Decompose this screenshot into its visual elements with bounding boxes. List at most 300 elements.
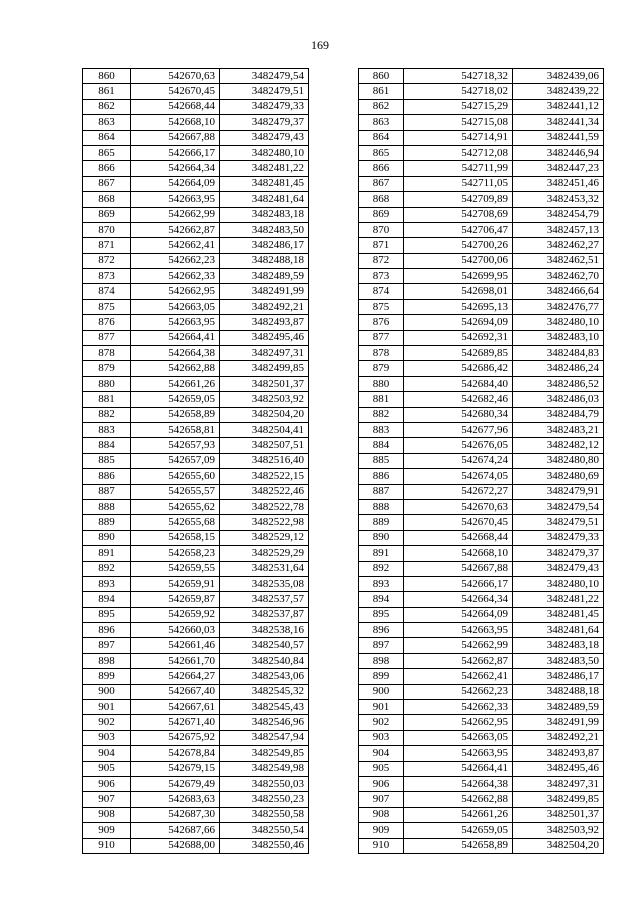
x-coordinate-cell: 542660,03	[131, 623, 220, 638]
table-row	[83, 376, 309, 391]
y-coordinate-cell: 3482482,12	[513, 438, 604, 453]
x-coordinate-cell: 542662,41	[131, 238, 220, 253]
y-coordinate-cell: 3482531,64	[220, 561, 309, 576]
point-number-cell: 904	[83, 746, 131, 761]
table-row	[359, 669, 604, 684]
x-coordinate-cell: 542714,91	[404, 130, 513, 145]
y-coordinate-cell: 3482522,15	[220, 469, 309, 484]
y-coordinate-cell: 3482522,46	[220, 484, 309, 499]
x-coordinate-cell: 542668,10	[131, 115, 220, 130]
point-number-cell: 870	[359, 222, 404, 237]
point-number-cell: 905	[359, 761, 404, 776]
table-row	[83, 700, 309, 715]
table-row	[83, 346, 309, 361]
x-coordinate-cell: 542670,45	[404, 515, 513, 530]
x-coordinate-cell: 542667,88	[404, 561, 513, 576]
y-coordinate-cell: 3482507,51	[220, 438, 309, 453]
y-coordinate-cell: 3482484,79	[513, 407, 604, 422]
y-coordinate-cell: 3482547,94	[220, 730, 309, 745]
point-number-cell: 878	[359, 346, 404, 361]
x-coordinate-cell: 542664,41	[404, 761, 513, 776]
point-number-cell: 867	[359, 176, 404, 191]
table-row	[359, 792, 604, 807]
x-coordinate-cell: 542667,40	[131, 684, 220, 699]
y-coordinate-cell: 3482489,59	[513, 700, 604, 715]
point-number-cell: 872	[83, 253, 131, 268]
y-coordinate-cell: 3482447,23	[513, 161, 604, 176]
table-row	[83, 422, 309, 437]
point-number-cell: 909	[83, 823, 131, 838]
point-number-cell: 862	[359, 99, 404, 114]
x-coordinate-cell: 542663,05	[404, 730, 513, 745]
x-coordinate-cell: 542661,70	[131, 653, 220, 668]
x-coordinate-cell: 542677,96	[404, 422, 513, 437]
x-coordinate-cell: 542659,87	[131, 592, 220, 607]
y-coordinate-cell: 3482549,98	[220, 761, 309, 776]
y-coordinate-cell: 3482483,18	[220, 207, 309, 222]
x-coordinate-cell: 542670,63	[404, 499, 513, 514]
table-row	[83, 84, 309, 99]
table-row	[359, 530, 604, 545]
point-number-cell: 902	[83, 715, 131, 730]
point-number-cell: 898	[83, 653, 131, 668]
point-number-cell: 896	[83, 623, 131, 638]
table-row	[83, 299, 309, 314]
table-row	[83, 823, 309, 838]
table-row	[83, 499, 309, 514]
table-row	[359, 438, 604, 453]
x-coordinate-cell: 542662,88	[404, 792, 513, 807]
x-coordinate-cell: 542666,17	[404, 576, 513, 591]
point-number-cell: 884	[83, 438, 131, 453]
point-number-cell: 895	[83, 607, 131, 622]
point-number-cell: 907	[359, 792, 404, 807]
table-row	[359, 392, 604, 407]
table-row	[359, 607, 604, 622]
point-number-cell: 873	[83, 269, 131, 284]
point-number-cell: 880	[359, 376, 404, 391]
table-row	[359, 207, 604, 222]
table-row	[359, 684, 604, 699]
x-coordinate-cell: 542658,81	[131, 422, 220, 437]
y-coordinate-cell: 3482492,21	[220, 299, 309, 314]
table-row	[359, 469, 604, 484]
y-coordinate-cell: 3482549,85	[220, 746, 309, 761]
point-number-cell: 891	[359, 546, 404, 561]
table-row	[359, 330, 604, 345]
y-coordinate-cell: 3482501,37	[513, 807, 604, 822]
y-coordinate-cell: 3482491,99	[513, 715, 604, 730]
point-number-cell: 883	[83, 422, 131, 437]
point-number-cell: 868	[83, 192, 131, 207]
y-coordinate-cell: 3482550,23	[220, 792, 309, 807]
y-coordinate-cell: 3482481,45	[220, 176, 309, 191]
y-coordinate-cell: 3482483,21	[513, 422, 604, 437]
x-coordinate-cell: 542657,93	[131, 438, 220, 453]
y-coordinate-cell: 3482466,64	[513, 284, 604, 299]
table-row	[83, 484, 309, 499]
y-coordinate-cell: 3482454,79	[513, 207, 604, 222]
x-coordinate-cell: 542706,47	[404, 222, 513, 237]
y-coordinate-cell: 3482504,20	[220, 407, 309, 422]
x-coordinate-cell: 542687,66	[131, 823, 220, 838]
y-coordinate-cell: 3482486,24	[513, 361, 604, 376]
table-row	[359, 422, 604, 437]
x-coordinate-cell: 542662,41	[404, 669, 513, 684]
y-coordinate-cell: 3482503,92	[220, 392, 309, 407]
table-row	[359, 284, 604, 299]
table-row	[83, 192, 309, 207]
table-row	[83, 238, 309, 253]
table-row	[83, 145, 309, 160]
table-row	[83, 807, 309, 822]
point-number-cell: 910	[359, 838, 404, 853]
x-coordinate-cell: 542718,32	[404, 69, 513, 84]
point-number-cell: 890	[83, 530, 131, 545]
x-coordinate-cell: 542667,61	[131, 700, 220, 715]
point-number-cell: 893	[359, 576, 404, 591]
y-coordinate-cell: 3482492,21	[513, 730, 604, 745]
y-coordinate-cell: 3482483,10	[513, 330, 604, 345]
y-coordinate-cell: 3482453,32	[513, 192, 604, 207]
point-number-cell: 908	[359, 807, 404, 822]
table-row	[83, 176, 309, 191]
x-coordinate-cell: 542675,92	[131, 730, 220, 745]
y-coordinate-cell: 3482486,17	[220, 238, 309, 253]
y-coordinate-cell: 3482522,98	[220, 515, 309, 530]
x-coordinate-cell: 542664,38	[131, 346, 220, 361]
y-coordinate-cell: 3482441,34	[513, 115, 604, 130]
y-coordinate-cell: 3482462,51	[513, 253, 604, 268]
x-coordinate-cell: 542655,68	[131, 515, 220, 530]
point-number-cell: 889	[83, 515, 131, 530]
table-row	[359, 346, 604, 361]
point-number-cell: 892	[83, 561, 131, 576]
y-coordinate-cell: 3482495,46	[513, 761, 604, 776]
point-number-cell: 900	[359, 684, 404, 699]
y-coordinate-cell: 3482538,16	[220, 623, 309, 638]
x-coordinate-cell: 542657,09	[131, 453, 220, 468]
table-row	[359, 576, 604, 591]
x-coordinate-cell: 542668,44	[131, 99, 220, 114]
x-coordinate-cell: 542658,89	[404, 838, 513, 853]
x-coordinate-cell: 542655,60	[131, 469, 220, 484]
x-coordinate-cell: 542668,10	[404, 546, 513, 561]
point-number-cell: 862	[83, 99, 131, 114]
y-coordinate-cell: 3482480,10	[220, 145, 309, 160]
y-coordinate-cell: 3482441,12	[513, 99, 604, 114]
x-coordinate-cell: 542659,05	[404, 823, 513, 838]
y-coordinate-cell: 3482522,78	[220, 499, 309, 514]
y-coordinate-cell: 3482479,54	[220, 69, 309, 84]
table-row	[83, 546, 309, 561]
y-coordinate-cell: 3482493,87	[513, 746, 604, 761]
point-number-cell: 899	[359, 669, 404, 684]
table-row	[359, 69, 604, 84]
table-row	[83, 130, 309, 145]
point-number-cell: 898	[359, 653, 404, 668]
y-coordinate-cell: 3482488,18	[513, 684, 604, 699]
table-row	[359, 115, 604, 130]
x-coordinate-cell: 542655,57	[131, 484, 220, 499]
x-coordinate-cell: 542700,06	[404, 253, 513, 268]
table-row	[359, 700, 604, 715]
x-coordinate-cell: 542662,95	[404, 715, 513, 730]
point-number-cell: 895	[359, 607, 404, 622]
point-number-cell: 863	[83, 115, 131, 130]
point-number-cell: 864	[83, 130, 131, 145]
point-number-cell: 894	[83, 592, 131, 607]
point-number-cell: 884	[359, 438, 404, 453]
x-coordinate-cell: 542682,46	[404, 392, 513, 407]
point-number-cell: 897	[83, 638, 131, 653]
y-coordinate-cell: 3482479,33	[220, 99, 309, 114]
point-number-cell: 864	[359, 130, 404, 145]
y-coordinate-cell: 3482479,43	[513, 561, 604, 576]
y-coordinate-cell: 3482537,57	[220, 592, 309, 607]
table-row	[359, 84, 604, 99]
point-number-cell: 865	[359, 145, 404, 160]
x-coordinate-cell: 542664,34	[131, 161, 220, 176]
point-number-cell: 861	[83, 84, 131, 99]
x-coordinate-cell: 542676,05	[404, 438, 513, 453]
point-number-cell: 887	[83, 484, 131, 499]
table-row	[359, 823, 604, 838]
point-number-cell: 886	[359, 469, 404, 484]
x-coordinate-cell: 542715,29	[404, 99, 513, 114]
point-number-cell: 885	[83, 453, 131, 468]
table-row	[359, 407, 604, 422]
y-coordinate-cell: 3482479,37	[220, 115, 309, 130]
y-coordinate-cell: 3482451,46	[513, 176, 604, 191]
table-row	[83, 730, 309, 745]
y-coordinate-cell: 3482480,80	[513, 453, 604, 468]
point-number-cell: 888	[83, 499, 131, 514]
x-coordinate-cell: 542667,88	[131, 130, 220, 145]
y-coordinate-cell: 3482479,91	[513, 484, 604, 499]
point-number-cell: 881	[83, 392, 131, 407]
point-number-cell: 899	[83, 669, 131, 684]
table-row	[83, 469, 309, 484]
y-coordinate-cell: 3482479,37	[513, 546, 604, 561]
y-coordinate-cell: 3482493,87	[220, 315, 309, 330]
x-coordinate-cell: 542679,15	[131, 761, 220, 776]
x-coordinate-cell: 542662,99	[404, 638, 513, 653]
y-coordinate-cell: 3482516,40	[220, 453, 309, 468]
point-number-cell: 879	[359, 361, 404, 376]
x-coordinate-cell: 542664,41	[131, 330, 220, 345]
x-coordinate-cell: 542664,27	[131, 669, 220, 684]
table-row	[359, 761, 604, 776]
y-coordinate-cell: 3482488,18	[220, 253, 309, 268]
x-coordinate-cell: 542670,63	[131, 69, 220, 84]
y-coordinate-cell: 3482441,59	[513, 130, 604, 145]
point-number-cell: 904	[359, 746, 404, 761]
x-coordinate-cell: 542664,38	[404, 776, 513, 791]
table-row	[83, 530, 309, 545]
y-coordinate-cell: 3482479,51	[513, 515, 604, 530]
point-number-cell: 869	[83, 207, 131, 222]
y-coordinate-cell: 3482486,03	[513, 392, 604, 407]
x-coordinate-cell: 542662,23	[404, 684, 513, 699]
x-coordinate-cell: 542662,23	[131, 253, 220, 268]
table-row	[83, 361, 309, 376]
point-number-cell: 910	[83, 838, 131, 853]
point-number-cell: 877	[83, 330, 131, 345]
y-coordinate-cell: 3482446,94	[513, 145, 604, 160]
y-coordinate-cell: 3482503,92	[513, 823, 604, 838]
table-row	[83, 330, 309, 345]
x-coordinate-cell: 542658,15	[131, 530, 220, 545]
table-row	[83, 515, 309, 530]
coordinates-table-left	[82, 68, 309, 854]
x-coordinate-cell: 542659,55	[131, 561, 220, 576]
y-coordinate-cell: 3482537,87	[220, 607, 309, 622]
point-number-cell: 877	[359, 330, 404, 345]
y-coordinate-cell: 3482484,83	[513, 346, 604, 361]
y-coordinate-cell: 3482483,50	[513, 653, 604, 668]
point-number-cell: 868	[359, 192, 404, 207]
x-coordinate-cell: 542698,01	[404, 284, 513, 299]
y-coordinate-cell: 3482529,12	[220, 530, 309, 545]
y-coordinate-cell: 3482504,20	[513, 838, 604, 853]
x-coordinate-cell: 542659,91	[131, 576, 220, 591]
table-row	[83, 715, 309, 730]
y-coordinate-cell: 3482550,58	[220, 807, 309, 822]
x-coordinate-cell: 542663,95	[404, 746, 513, 761]
point-number-cell: 901	[359, 700, 404, 715]
x-coordinate-cell: 542684,40	[404, 376, 513, 391]
y-coordinate-cell: 3482480,69	[513, 469, 604, 484]
table-row	[359, 130, 604, 145]
table-row	[83, 669, 309, 684]
y-coordinate-cell: 3482550,46	[220, 838, 309, 853]
x-coordinate-cell: 542688,00	[131, 838, 220, 853]
table-row	[83, 161, 309, 176]
point-number-cell: 906	[359, 776, 404, 791]
table-row	[359, 376, 604, 391]
point-number-cell: 882	[83, 407, 131, 422]
x-coordinate-cell: 542664,34	[404, 592, 513, 607]
y-coordinate-cell: 3482504,41	[220, 422, 309, 437]
y-coordinate-cell: 3482550,54	[220, 823, 309, 838]
y-coordinate-cell: 3482439,22	[513, 84, 604, 99]
y-coordinate-cell: 3482462,27	[513, 238, 604, 253]
point-number-cell: 888	[359, 499, 404, 514]
table-row	[83, 561, 309, 576]
y-coordinate-cell: 3482486,17	[513, 669, 604, 684]
point-number-cell: 906	[83, 776, 131, 791]
y-coordinate-cell: 3482479,43	[220, 130, 309, 145]
y-coordinate-cell: 3482480,10	[513, 576, 604, 591]
table-row	[359, 192, 604, 207]
x-coordinate-cell: 542679,49	[131, 776, 220, 791]
point-number-cell: 901	[83, 700, 131, 715]
table-row	[83, 792, 309, 807]
point-number-cell: 890	[359, 530, 404, 545]
table-row	[359, 453, 604, 468]
x-coordinate-cell: 542661,26	[404, 807, 513, 822]
y-coordinate-cell: 3482550,03	[220, 776, 309, 791]
table-row	[359, 653, 604, 668]
table-row	[359, 776, 604, 791]
y-coordinate-cell: 3482481,64	[513, 623, 604, 638]
y-coordinate-cell: 3482486,52	[513, 376, 604, 391]
point-number-cell: 905	[83, 761, 131, 776]
y-coordinate-cell: 3482497,31	[220, 346, 309, 361]
table-row	[359, 746, 604, 761]
x-coordinate-cell: 542695,13	[404, 299, 513, 314]
y-coordinate-cell: 3482489,59	[220, 269, 309, 284]
point-number-cell: 860	[359, 69, 404, 84]
table-row	[359, 253, 604, 268]
y-coordinate-cell: 3482439,06	[513, 69, 604, 84]
x-coordinate-cell: 542672,27	[404, 484, 513, 499]
point-number-cell: 891	[83, 546, 131, 561]
x-coordinate-cell: 542700,26	[404, 238, 513, 253]
table-row	[359, 484, 604, 499]
x-coordinate-cell: 542715,08	[404, 115, 513, 130]
point-number-cell: 887	[359, 484, 404, 499]
table-row	[359, 623, 604, 638]
table-row	[83, 207, 309, 222]
point-number-cell: 879	[83, 361, 131, 376]
y-coordinate-cell: 3482481,22	[220, 161, 309, 176]
table-row	[83, 222, 309, 237]
x-coordinate-cell: 542662,87	[404, 653, 513, 668]
table-row	[359, 161, 604, 176]
y-coordinate-cell: 3482479,51	[220, 84, 309, 99]
y-coordinate-cell: 3482499,85	[513, 792, 604, 807]
point-number-cell: 881	[359, 392, 404, 407]
x-coordinate-cell: 542687,30	[131, 807, 220, 822]
table-row	[83, 592, 309, 607]
table-row	[83, 684, 309, 699]
point-number-cell: 900	[83, 684, 131, 699]
point-number-cell: 896	[359, 623, 404, 638]
y-coordinate-cell: 3482476,77	[513, 299, 604, 314]
table-row	[83, 269, 309, 284]
x-coordinate-cell: 542664,09	[131, 176, 220, 191]
point-number-cell: 865	[83, 145, 131, 160]
x-coordinate-cell: 542662,33	[131, 269, 220, 284]
table-row	[83, 623, 309, 638]
point-number-cell: 866	[83, 161, 131, 176]
y-coordinate-cell: 3482543,06	[220, 669, 309, 684]
table-row	[359, 299, 604, 314]
point-number-cell: 869	[359, 207, 404, 222]
x-coordinate-cell: 542683,63	[131, 792, 220, 807]
x-coordinate-cell: 542663,95	[131, 192, 220, 207]
y-coordinate-cell: 3482480,10	[513, 315, 604, 330]
table-row	[83, 576, 309, 591]
y-coordinate-cell: 3482546,96	[220, 715, 309, 730]
coordinates-table-right	[358, 68, 604, 854]
x-coordinate-cell: 542662,87	[131, 222, 220, 237]
x-coordinate-cell: 542694,09	[404, 315, 513, 330]
x-coordinate-cell: 542666,17	[131, 145, 220, 160]
table-row	[359, 638, 604, 653]
table-row	[359, 807, 604, 822]
x-coordinate-cell: 542711,05	[404, 176, 513, 191]
y-coordinate-cell: 3482540,84	[220, 653, 309, 668]
table-row	[83, 392, 309, 407]
point-number-cell: 893	[83, 576, 131, 591]
point-number-cell: 876	[359, 315, 404, 330]
point-number-cell: 903	[359, 730, 404, 745]
x-coordinate-cell: 542662,88	[131, 361, 220, 376]
point-number-cell: 892	[359, 561, 404, 576]
